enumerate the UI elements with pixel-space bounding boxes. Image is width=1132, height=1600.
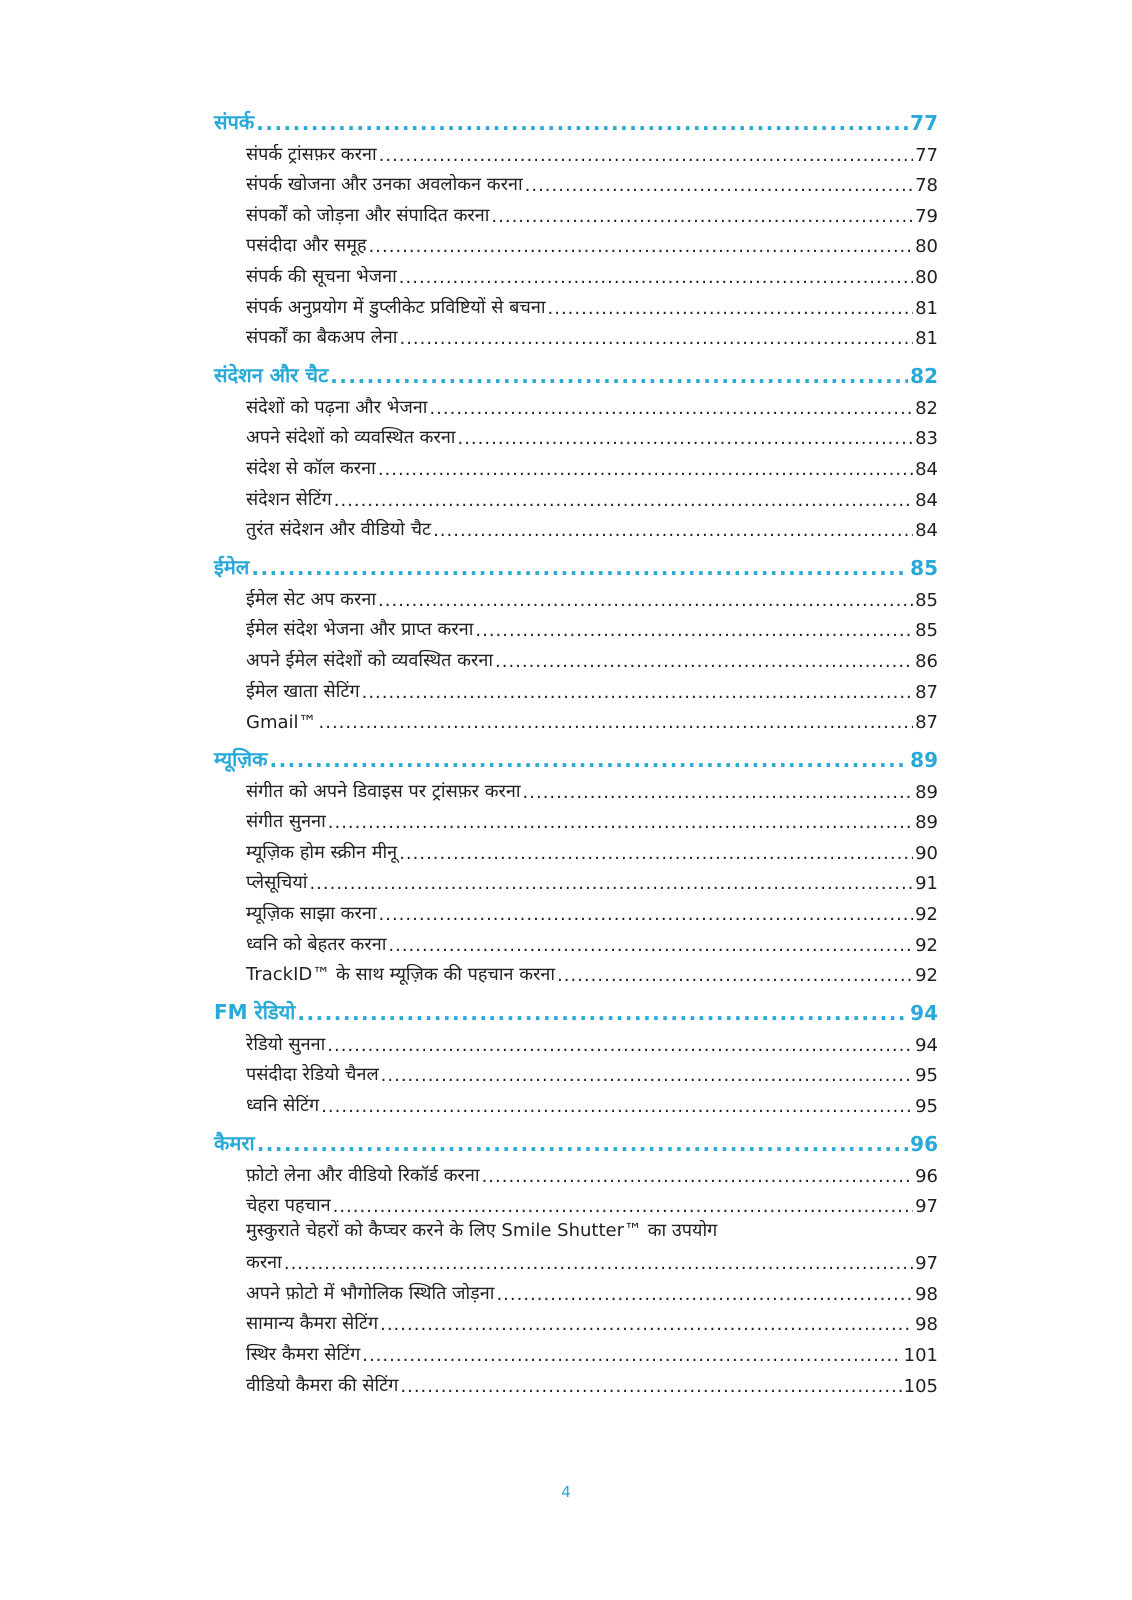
- dot-leader: [319, 712, 914, 733]
- section-heading[interactable]: [214, 357, 938, 388]
- entry-page-number: 89: [915, 781, 938, 803]
- entry-title: अपने फ़ोटो में भौगोलिक स्थिति जोड़ना: [246, 1282, 495, 1304]
- entry-title: सामान्य कैमरा सेटिंग: [246, 1313, 379, 1335]
- dot-leader: [548, 298, 914, 319]
- dot-leader: [399, 267, 913, 288]
- section-page-number: 77: [910, 111, 938, 135]
- dot-leader: [388, 935, 913, 956]
- toc-entry[interactable]: [246, 511, 938, 542]
- entry-page-number: 105: [903, 1375, 938, 1397]
- entry-title: ध्वनि सेटिंग: [246, 1095, 320, 1117]
- dot-leader: [333, 1196, 913, 1217]
- dot-leader: [523, 782, 914, 803]
- toc-entry[interactable]: [246, 480, 938, 511]
- entry-title: संपर्क की सूचना भेजना: [246, 265, 397, 287]
- toc-entry[interactable]: [246, 956, 938, 987]
- entry-title: संदेशन सेटिंग: [246, 488, 332, 510]
- entry-page-number: 78: [915, 175, 938, 197]
- dot-leader: [327, 1035, 913, 1056]
- entry-page-number: 95: [915, 1065, 938, 1087]
- entry-title: संपर्क ट्रांसफ़र करना: [246, 143, 377, 165]
- dot-leader: [297, 1001, 908, 1025]
- entry-page-number: 77: [915, 144, 938, 166]
- toc-entry[interactable]: [246, 641, 938, 672]
- toc-entry[interactable]: [246, 1156, 938, 1187]
- entry-page-number: 80: [915, 236, 938, 258]
- entry-title: म्यूज़िक साझा करना: [246, 903, 377, 925]
- entry-page-number: 79: [915, 205, 938, 227]
- entry-title: अपने संदेशों को व्यवस्थित करना: [246, 427, 456, 449]
- section-heading[interactable]: [214, 741, 938, 772]
- entry-title: प्लेसूचियां: [246, 872, 308, 894]
- entry-page-number: 94: [915, 1034, 938, 1056]
- entry-page-number: 92: [915, 934, 938, 956]
- entry-page-number: 92: [915, 965, 938, 987]
- section-heading[interactable]: [214, 1125, 938, 1156]
- toc-entry[interactable]: [246, 1366, 938, 1397]
- section-heading[interactable]: [214, 994, 938, 1025]
- entry-page-number: 96: [915, 1165, 938, 1187]
- dot-leader: [429, 398, 913, 419]
- dot-leader: [482, 1166, 914, 1187]
- entry-title: ईमेल संदेश भेजना और प्राप्त करना: [246, 619, 474, 641]
- toc-entry[interactable]: [246, 703, 938, 734]
- toc-entry[interactable]: [246, 1274, 938, 1305]
- dot-leader: [362, 1345, 901, 1366]
- toc-entry[interactable]: [246, 803, 938, 834]
- section-title: कैमरा: [214, 1131, 255, 1156]
- toc-entry[interactable]: [246, 894, 938, 925]
- toc-entry[interactable]: [246, 257, 938, 288]
- entry-title: पसंदीदा और समूह: [246, 235, 367, 257]
- section-title: ईमेल: [214, 555, 250, 580]
- entry-title: ईमेल सेट अप करना: [246, 588, 377, 610]
- section-heading[interactable]: [214, 104, 938, 135]
- dot-leader: [328, 812, 913, 833]
- section-page-number: 96: [910, 1132, 938, 1157]
- entry-page-number: 84: [915, 520, 938, 542]
- toc-entry[interactable]: [246, 580, 938, 611]
- dot-leader: [496, 1284, 913, 1305]
- toc-entry[interactable]: [246, 1305, 938, 1336]
- dot-leader: [557, 965, 913, 986]
- toc-entry[interactable]: [246, 449, 938, 480]
- entry-title: चेहरा पहचान: [246, 1195, 331, 1217]
- dot-leader: [251, 556, 908, 580]
- dot-leader: [284, 1253, 913, 1274]
- entry-page-number: 80: [915, 266, 938, 288]
- entry-title: संपर्कों का बैकअप लेना: [246, 327, 398, 349]
- entry-page-number: 85: [915, 620, 938, 642]
- entry-page-number: 82: [915, 397, 938, 419]
- dot-leader: [334, 490, 913, 511]
- entry-title: अपने ईमेल संदेशों को व्यवस्थित करना: [246, 649, 494, 671]
- entry-page-number: 84: [915, 458, 938, 480]
- entry-page-number: 98: [915, 1314, 938, 1336]
- entry-title: संगीत सुनना: [246, 811, 326, 833]
- entry-title: तुरंत संदेशन और वीडियो चैट: [246, 519, 432, 541]
- entry-title-continuation-row: [246, 1244, 938, 1274]
- entry-title: मुस्कुराते चेहरों को कैप्चर करने के लिए Smile Shutter™ का उपयोग: [246, 1220, 718, 1242]
- section-title: FM रेडियो: [214, 1000, 296, 1025]
- dot-leader: [491, 206, 913, 227]
- dot-leader: [379, 145, 913, 166]
- toc-entry[interactable]: [246, 419, 938, 450]
- toc-entry[interactable]: [246, 227, 938, 258]
- toc-entry[interactable]: [246, 1056, 938, 1087]
- entry-page-number: 97: [915, 1196, 938, 1218]
- toc-entry[interactable]: [246, 833, 938, 864]
- entry-page-number: 86: [915, 650, 938, 672]
- dot-leader: [256, 111, 908, 135]
- entry-page-number: 87: [915, 712, 938, 734]
- toc-entry[interactable]: [246, 288, 938, 319]
- entry-page-number: 81: [915, 328, 938, 350]
- toc-entry[interactable]: [246, 611, 938, 642]
- section-heading[interactable]: [214, 549, 938, 580]
- entry-page-number: 92: [915, 904, 938, 926]
- toc-entry[interactable]: [246, 1217, 938, 1274]
- dot-leader: [362, 682, 914, 703]
- toc-entry[interactable]: [246, 1187, 938, 1218]
- dot-leader: [378, 590, 913, 611]
- entry-page-number: 97: [915, 1253, 938, 1275]
- dot-leader: [495, 651, 913, 672]
- toc-entry[interactable]: [246, 135, 938, 166]
- table-of-contents: [214, 104, 938, 1397]
- entry-page-number: 84: [915, 489, 938, 511]
- entry-title: ईमेल खाता सेटिंग: [246, 680, 360, 702]
- dot-leader: [269, 748, 908, 772]
- entry-page-number: 85: [915, 589, 938, 611]
- dot-leader: [381, 1065, 913, 1086]
- section-page-number: 82: [910, 364, 938, 389]
- page-number: 4: [561, 1483, 571, 1501]
- section-title: संदेशन और चैट: [214, 363, 329, 388]
- entry-title: संपर्क अनुप्रयोग में डुप्लीकेट प्रविष्टियों से बचना: [246, 296, 546, 318]
- dot-leader: [257, 1132, 908, 1156]
- entry-title: रेडियो सुनना: [246, 1033, 326, 1055]
- dot-leader: [475, 620, 913, 641]
- section-page-number: 94: [910, 1001, 938, 1026]
- dot-leader: [400, 1376, 901, 1397]
- dot-leader: [457, 428, 913, 449]
- toc-entry[interactable]: [246, 1335, 938, 1366]
- toc-entry[interactable]: [246, 672, 938, 703]
- dot-leader: [433, 520, 913, 541]
- entry-page-number: 81: [915, 297, 938, 319]
- entry-page-number: 91: [915, 873, 938, 895]
- dot-leader: [309, 873, 913, 894]
- entry-title: म्यूज़िक होम स्क्रीन मीनू: [246, 841, 398, 863]
- toc-entry[interactable]: [246, 319, 938, 350]
- toc-entry[interactable]: [246, 1025, 938, 1056]
- dot-leader: [321, 1096, 913, 1117]
- entry-title: संपर्कों को जोड़ना और संपादित करना: [246, 204, 490, 226]
- entry-page-number: 89: [915, 812, 938, 834]
- dot-leader: [525, 175, 913, 196]
- entry-page-number: 83: [915, 428, 938, 450]
- dot-leader: [369, 236, 914, 257]
- entry-page-number: 90: [915, 842, 938, 864]
- toc-entry[interactable]: [246, 1086, 938, 1117]
- entry-title: TrackID™ के साथ म्यूज़िक की पहचान करना: [246, 964, 556, 986]
- entry-title: ध्वनि को बेहतर करना: [246, 933, 387, 955]
- entry-title: स्थिर कैमरा सेटिंग: [246, 1344, 361, 1365]
- toc-entry[interactable]: [246, 864, 938, 895]
- toc-entry[interactable]: [246, 925, 938, 956]
- entry-title: फ़ोटो लेना और वीडियो रिकॉर्ड करना: [246, 1164, 480, 1186]
- dot-leader: [399, 843, 913, 864]
- entry-title: संगीत को अपने डिवाइस पर ट्रांसफ़र करना: [246, 780, 521, 802]
- dot-leader: [330, 364, 908, 388]
- section-page-number: 85: [910, 556, 938, 581]
- section-title: संपर्क: [214, 110, 255, 134]
- toc-entry[interactable]: [246, 772, 938, 803]
- toc-entry[interactable]: [246, 388, 938, 419]
- dot-leader: [379, 904, 914, 925]
- entry-title: संदेश से कॉल करना: [246, 457, 376, 479]
- entry-title-continuation: करना: [246, 1252, 282, 1274]
- dot-leader: [380, 1314, 913, 1335]
- section-page-number: 89: [910, 748, 938, 773]
- entry-page-number: 98: [915, 1283, 938, 1305]
- entry-title: वीडियो कैमरा की सेटिंग: [246, 1374, 399, 1396]
- entry-title: संपर्क खोजना और उनका अवलोकन करना: [246, 174, 523, 196]
- dot-leader: [378, 459, 913, 480]
- entry-page-number: 87: [915, 681, 938, 703]
- entry-title: Gmail™: [246, 712, 317, 734]
- entry-page-number: 101: [903, 1345, 938, 1366]
- toc-entry[interactable]: [246, 196, 938, 227]
- section-title: म्यूज़िक: [214, 747, 268, 772]
- toc-entry[interactable]: [246, 166, 938, 197]
- entry-page-number: 95: [915, 1096, 938, 1118]
- dot-leader: [399, 328, 913, 349]
- entry-title: पसंदीदा रेडियो चैनल: [246, 1064, 379, 1086]
- entry-title: संदेशों को पढ़ना और भेजना: [246, 396, 428, 418]
